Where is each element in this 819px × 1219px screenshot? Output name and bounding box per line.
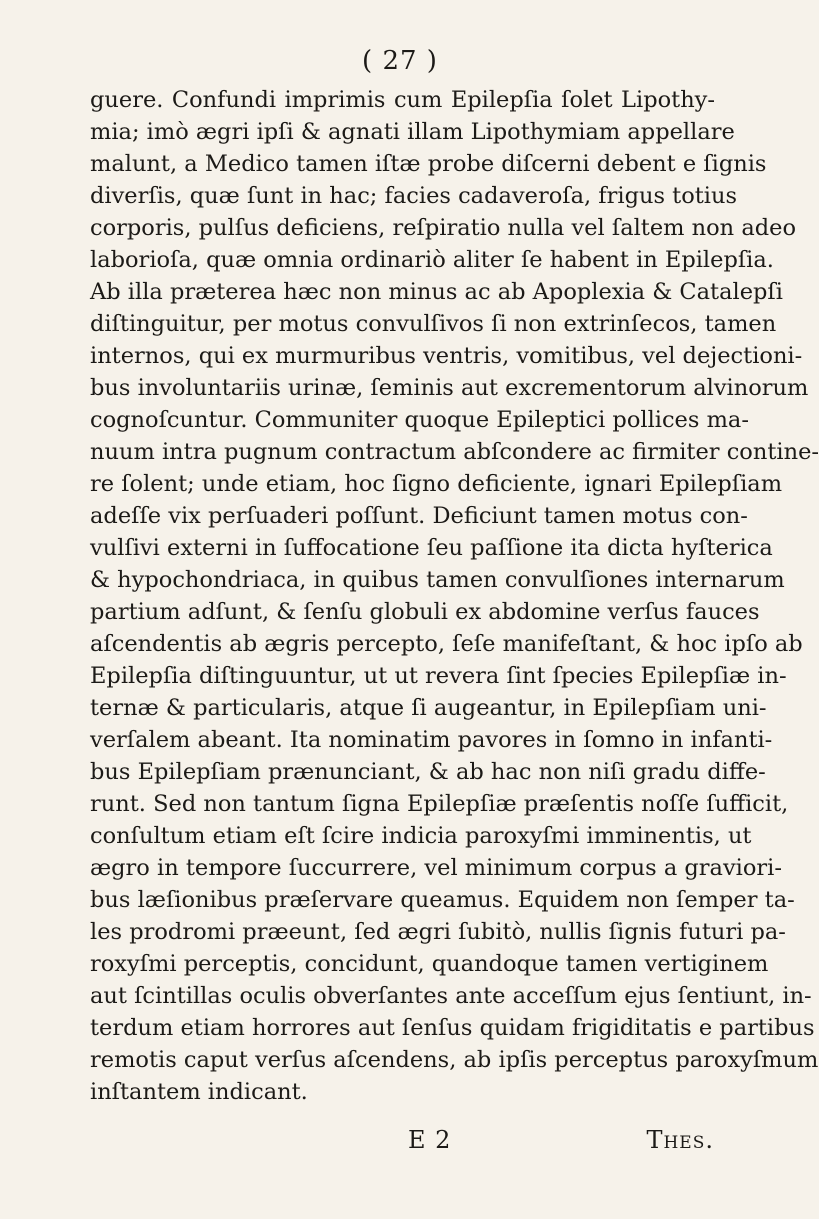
text-line: adeſſe vix perſuaderi poſſunt. Deficiunt tamen motus con- xyxy=(90,503,748,529)
text-line: Ab illa præterea hæc non minus ac ab Apoplexia & Catalepſi xyxy=(90,279,783,305)
text-line: Epilepſia diſtinguuntur, ut ut revera ſint ſpecies Epilepſiæ in- xyxy=(90,663,787,689)
text-line: remotis caput verſus aſcendens, ab ipſis perceptus paroxyſmum xyxy=(90,1047,819,1073)
text-line: partium adſunt, & ſenſu globuli ex abdomine verſus fauces xyxy=(90,599,760,625)
text-line: diverſis, quæ ſunt in hac; facies cadaveroſa, frigus totius xyxy=(90,183,738,209)
text-line-last: inſtantem indicant. xyxy=(90,1079,308,1105)
text-line: laborioſa, quæ omnia ordinariò aliter ſe habent in Epilepſia. xyxy=(90,247,774,273)
text-line: aut ſcintillas oculis obverſantes ante acceſſum ejus ſentiunt, in- xyxy=(90,983,812,1009)
page-number: ( 27 ) xyxy=(362,46,438,76)
body-text xyxy=(90,84,819,1108)
signature-mark: E 2 xyxy=(408,1126,452,1154)
text-line: guere. Confundi imprimis cum Epilepſia ſolet Lipothy- xyxy=(90,87,715,113)
text-line: bus involuntariis urinæ, ſeminis aut excrementorum alvinorum xyxy=(90,375,809,401)
text-line: aſcendentis ab ægris percepto, ſeſe manifeſtant, & hoc ipſo ab xyxy=(90,631,803,657)
text-line: re ſolent; unde etiam, hoc ſigno deficiente, ignari Epilepſiam xyxy=(90,471,783,497)
text-line: internos, qui ex murmuribus ventris, vomitibus, vel dejectioni- xyxy=(90,343,803,369)
text-line: bus Epilepſiam prænunciant, & ab hac non niſi gradu diffe- xyxy=(90,759,766,785)
text-line: malunt, a Medico tamen iſtæ probe diſcerni debent e ſignis xyxy=(90,151,767,177)
text-line: & hypochondriaca, in quibus tamen convulſiones internarum xyxy=(90,567,785,593)
text-line: terdum etiam horrores aut ſenſus quidam frigiditatis e partibus xyxy=(90,1015,815,1041)
text-line: ternæ & particularis, atque ſi augeantur, in Epilepſiam uni- xyxy=(90,695,767,721)
text-line: ægro in tempore ſuccurrere, vel minimum corpus a graviori- xyxy=(90,855,782,881)
text-line: mia; imò ægri ipſi & agnati illam Lipothymiam appellare xyxy=(90,119,735,145)
page-footer xyxy=(0,1126,800,1160)
text-line: vulſivi externi in ſuffocatione ſeu paſſione ita dicta hyſterica xyxy=(90,535,773,561)
text-line: nuum intra pugnum contractum abſcondere ac firmiter contine- xyxy=(90,439,819,465)
text-line: bus læſionibus præſervare queamus. Equidem non ſemper ta- xyxy=(90,887,795,913)
text-line: runt. Sed non tantum ſigna Epilepſiæ præſentis noſſe ſufficit, xyxy=(90,791,789,817)
text-line: les prodromi præeunt, ſed ægri ſubitò, nullis ſignis futuri pa- xyxy=(90,919,786,945)
text-line: roxyſmi perceptis, concidunt, quandoque tamen vertiginem xyxy=(90,951,769,977)
text-line: cognoſcuntur. Communiter quoque Epileptici pollices ma- xyxy=(90,407,749,433)
text-line: diſtinguitur, per motus convulſivos ſi non extrinſecos, tamen xyxy=(90,311,777,337)
text-line: conſultum etiam eſt ſcire indicia paroxyſmi imminentis, ut xyxy=(90,823,752,849)
catchword: Thes. xyxy=(646,1126,714,1154)
text-line: corporis, pulſus deficiens, reſpiratio nulla vel ſaltem non adeo xyxy=(90,215,797,241)
text-line: verſalem abeant. Ita nominatim pavores in ſomno in infanti- xyxy=(90,727,773,753)
